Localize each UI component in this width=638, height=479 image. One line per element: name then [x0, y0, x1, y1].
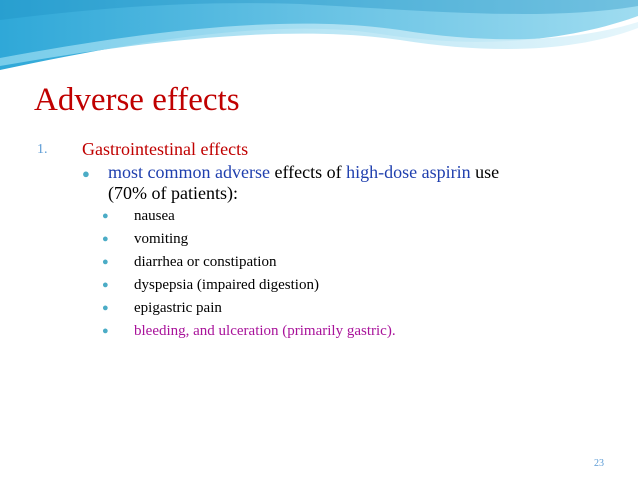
bullet-icon: ● — [102, 279, 109, 291]
effect-diarrhea: diarrhea or constipation — [134, 254, 277, 270]
bullet-icon: ● — [102, 325, 109, 337]
bullet-icon: ● — [82, 166, 90, 181]
bullet-icon: ● — [102, 256, 109, 268]
intro-text-plain: effects of — [269, 162, 347, 182]
header-wave-decoration — [0, 0, 638, 80]
bullet-icon: ● — [102, 233, 109, 245]
slide-title: Adverse effects — [34, 82, 240, 118]
bullet-icon: ● — [102, 302, 109, 314]
intro-highlight-drug: high-dose aspirin — [346, 162, 471, 182]
section-heading: Gastrointestinal effects — [82, 139, 249, 159]
effect-nausea: nausea — [134, 208, 175, 224]
effect-epigastric-pain: epigastric pain — [134, 300, 222, 316]
slide-number: 23 — [594, 458, 604, 469]
effect-dyspepsia: dyspepsia (impaired digestion) — [134, 277, 319, 293]
intro-text-use: use — [470, 162, 500, 182]
effect-vomiting: vomiting — [134, 231, 189, 247]
list-number: 1. — [37, 142, 48, 157]
intro-text-line1 — [108, 162, 499, 183]
intro-text-line2: (70% of patients): — [108, 183, 238, 203]
effect-bleeding: bleeding, and ulceration (primarily gastric). — [134, 323, 396, 339]
intro-highlight-common: most common adverse — [108, 162, 270, 182]
bullet-icon: ● — [102, 210, 109, 222]
